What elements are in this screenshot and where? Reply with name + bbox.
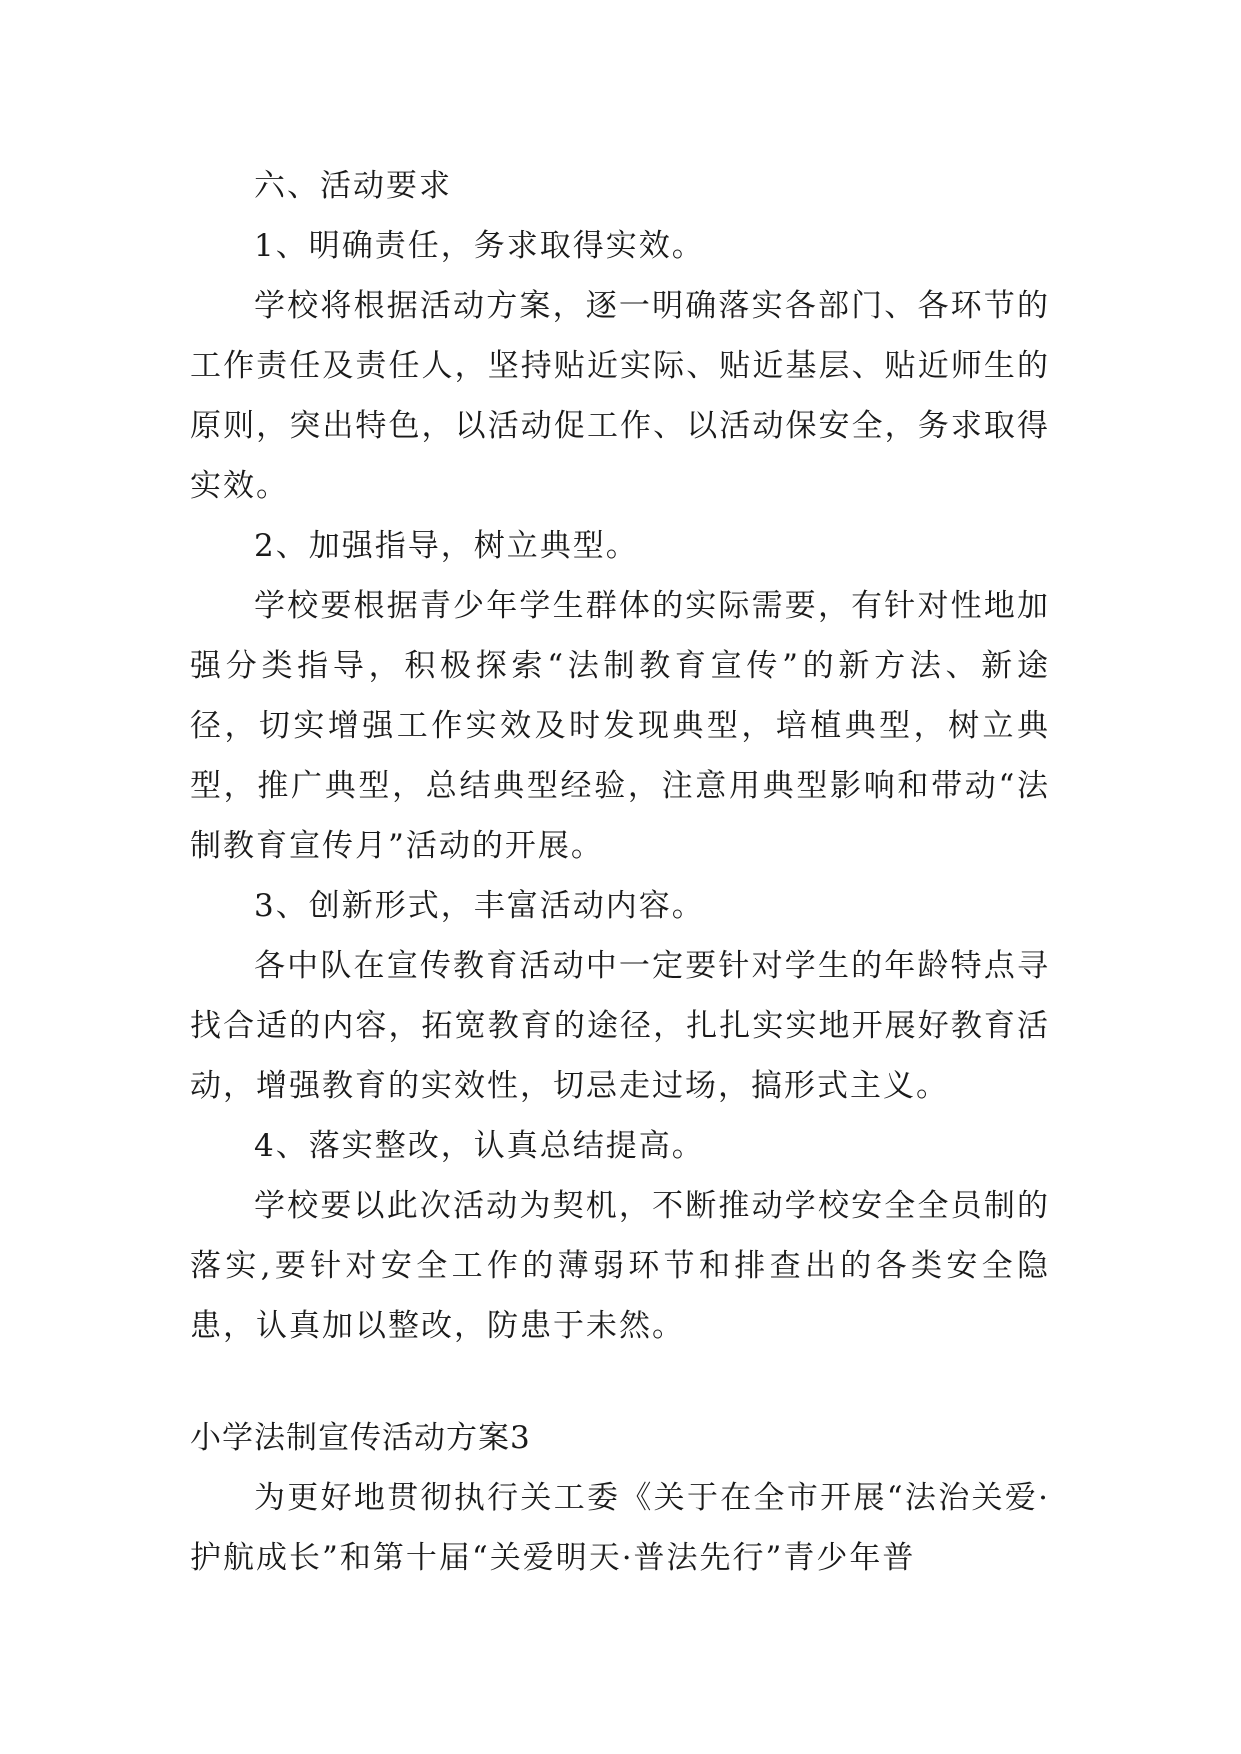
item-2-title: 2、加强指导，树立典型。 xyxy=(254,528,639,564)
item-4-body: 学校要以此次活动为契机，不断推动学校安全全员制的落实,要针对安全工作的薄弱环节和排查出的各类安全隐患，认真加以整改，防患于未然。 xyxy=(190,1188,1050,1344)
document-body xyxy=(190,156,1050,1588)
next-document-intro: 为更好地贯彻执行关工委《关于在全市开展“法治关爱·护航成长”和第十届“关爱明天·普法先行”青少年普 xyxy=(190,1480,1050,1576)
item-4-title: 4、落实整改，认真总结提高。 xyxy=(254,1128,705,1164)
item-1-body: 学校将根据活动方案，逐一明确落实各部门、各环节的工作责任及责任人，坚持贴近实际、贴近基层、贴近师生的原则，突出特色，以活动促工作、以活动保安全，务求取得实效。 xyxy=(190,288,1050,504)
section-spacer xyxy=(190,1356,1050,1408)
item-2-body: 学校要根据青少年学生群体的实际需要，有针对性地加强分类指导，积极探索“法制教育宣传”的新方法、新途径，切实增强工作实效及时发现典型，培植典型，树立典型，推广典型，总结典型经验，注意用典型影响和带动“法制教育宣传月”活动的开展。 xyxy=(190,588,1050,864)
section-heading: 六、活动要求 xyxy=(254,168,452,204)
item-3-title: 3、创新形式，丰富活动内容。 xyxy=(254,888,705,924)
next-document-title: 小学法制宣传活动方案3 xyxy=(190,1420,531,1456)
item-3-body: 各中队在宣传教育活动中一定要针对学生的年龄特点寻找合适的内容，拓宽教育的途径，扎扎实实地开展好教育活动，增强教育的实效性，切忌走过场，搞形式主义。 xyxy=(190,948,1050,1104)
item-1-title: 1、明确责任，务求取得实效。 xyxy=(254,228,705,264)
